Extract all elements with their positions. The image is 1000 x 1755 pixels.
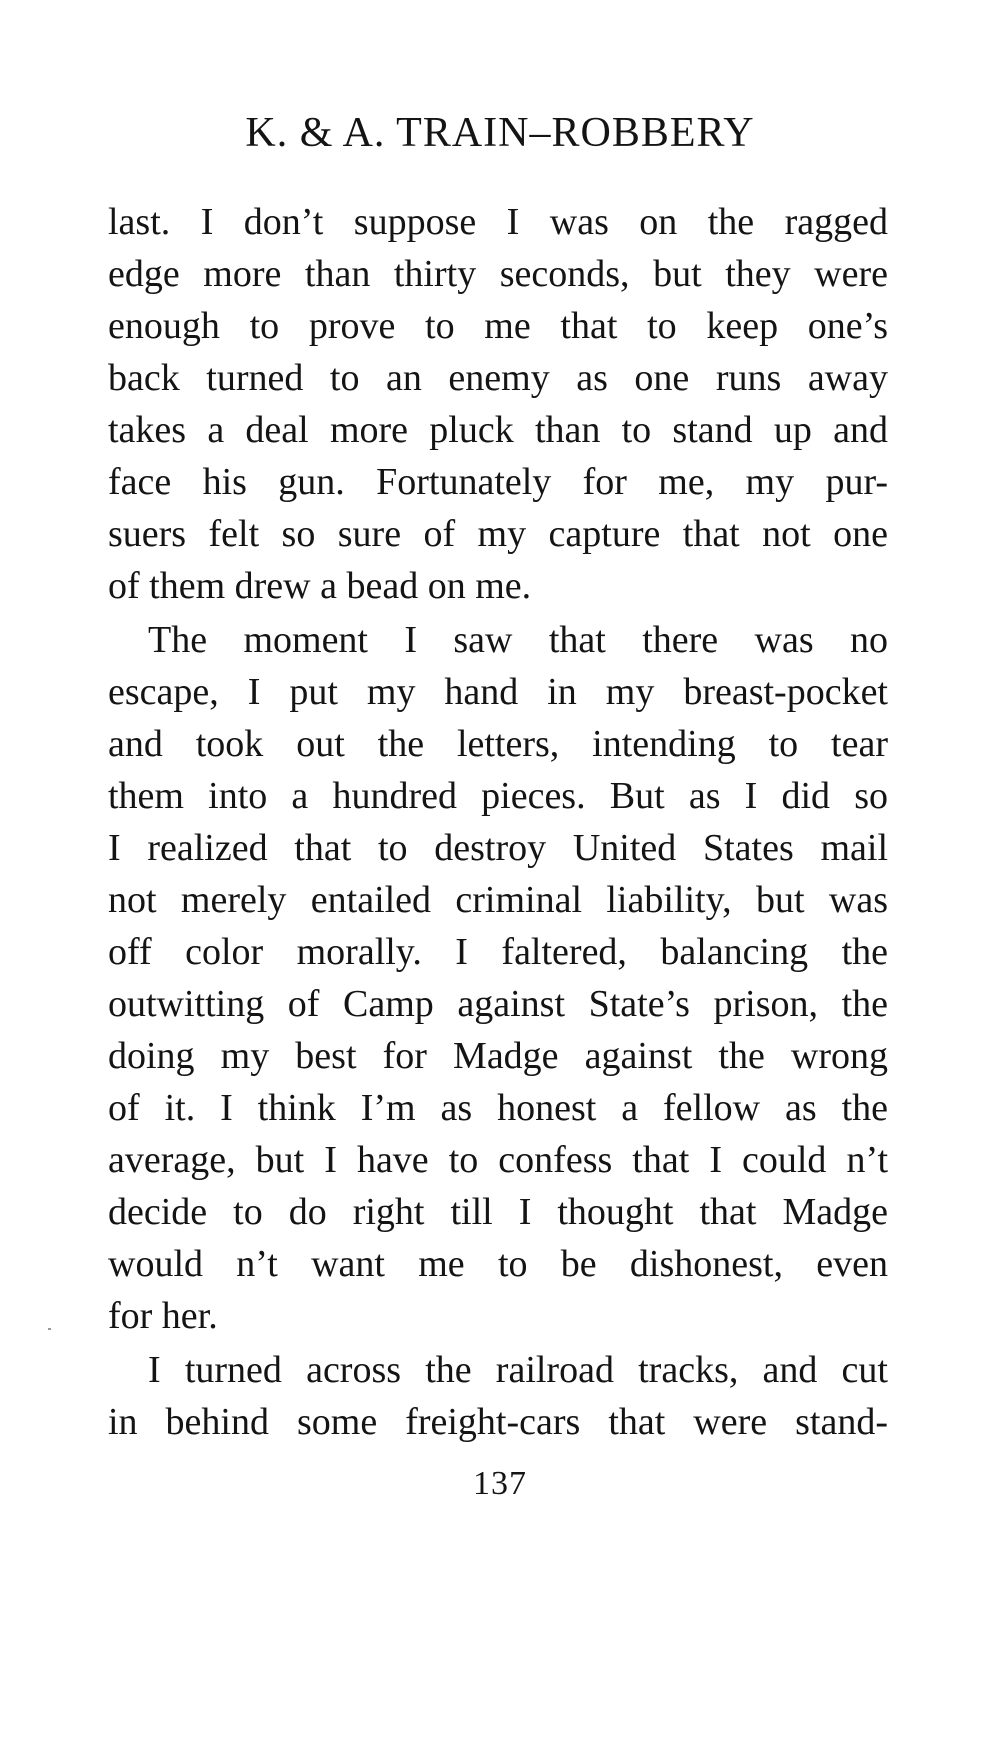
text-line: I realized that to destroy United States mail <box>108 827 888 869</box>
text-line: face his gun. Fortunately for me, my pur- <box>108 461 888 503</box>
text-line: suers felt so sure of my capture that not one <box>108 513 888 555</box>
text-line: and took out the letters, intending to tear <box>108 723 888 765</box>
running-head: K. & A. TRAIN–ROBBERY <box>245 110 755 156</box>
text-line: back turned to an enemy as one runs away <box>108 357 888 399</box>
text-line: would n’t want me to be dishonest, even <box>108 1243 888 1285</box>
text-line: I turned across the railroad tracks, and cut <box>148 1349 888 1391</box>
text-line: average, but I have to confess that I could n’t <box>108 1139 888 1181</box>
text-line: enough to prove to me that to keep one’s <box>108 305 888 347</box>
text-line: of it. I think I’m as honest a fellow as the <box>108 1087 888 1129</box>
body-text <box>108 196 888 1448</box>
text-line: doing my best for Madge against the wrong <box>108 1035 888 1077</box>
text-line: takes a deal more pluck than to stand up and <box>108 409 888 451</box>
text-line: outwitting of Camp against State’s prison, the <box>108 983 888 1025</box>
text-line: of them drew a bead on me. <box>108 565 532 607</box>
paragraph <box>108 196 888 612</box>
text-line: in behind some freight-cars that were stand- <box>108 1401 888 1443</box>
text-line: decide to do right till I thought that Madge <box>108 1191 888 1233</box>
text-line: them into a hundred pieces. But as I did so <box>108 775 888 817</box>
text-line: for her. <box>108 1295 218 1337</box>
text-line: off color morally. I faltered, balancing the <box>108 931 888 973</box>
text-line: edge more than thirty seconds, but they were <box>108 253 888 295</box>
text-line: last. I don’t suppose I was on the ragged <box>108 201 888 243</box>
paragraph <box>108 614 888 1342</box>
paragraph <box>108 1344 888 1448</box>
text-line: The moment I saw that there was no <box>148 619 888 661</box>
page-number: 137 <box>473 1465 527 1502</box>
scan-speck <box>48 1328 51 1330</box>
text-line: not merely entailed criminal liability, but was <box>108 879 888 921</box>
text-line: escape, I put my hand in my breast-pocket <box>108 671 888 713</box>
